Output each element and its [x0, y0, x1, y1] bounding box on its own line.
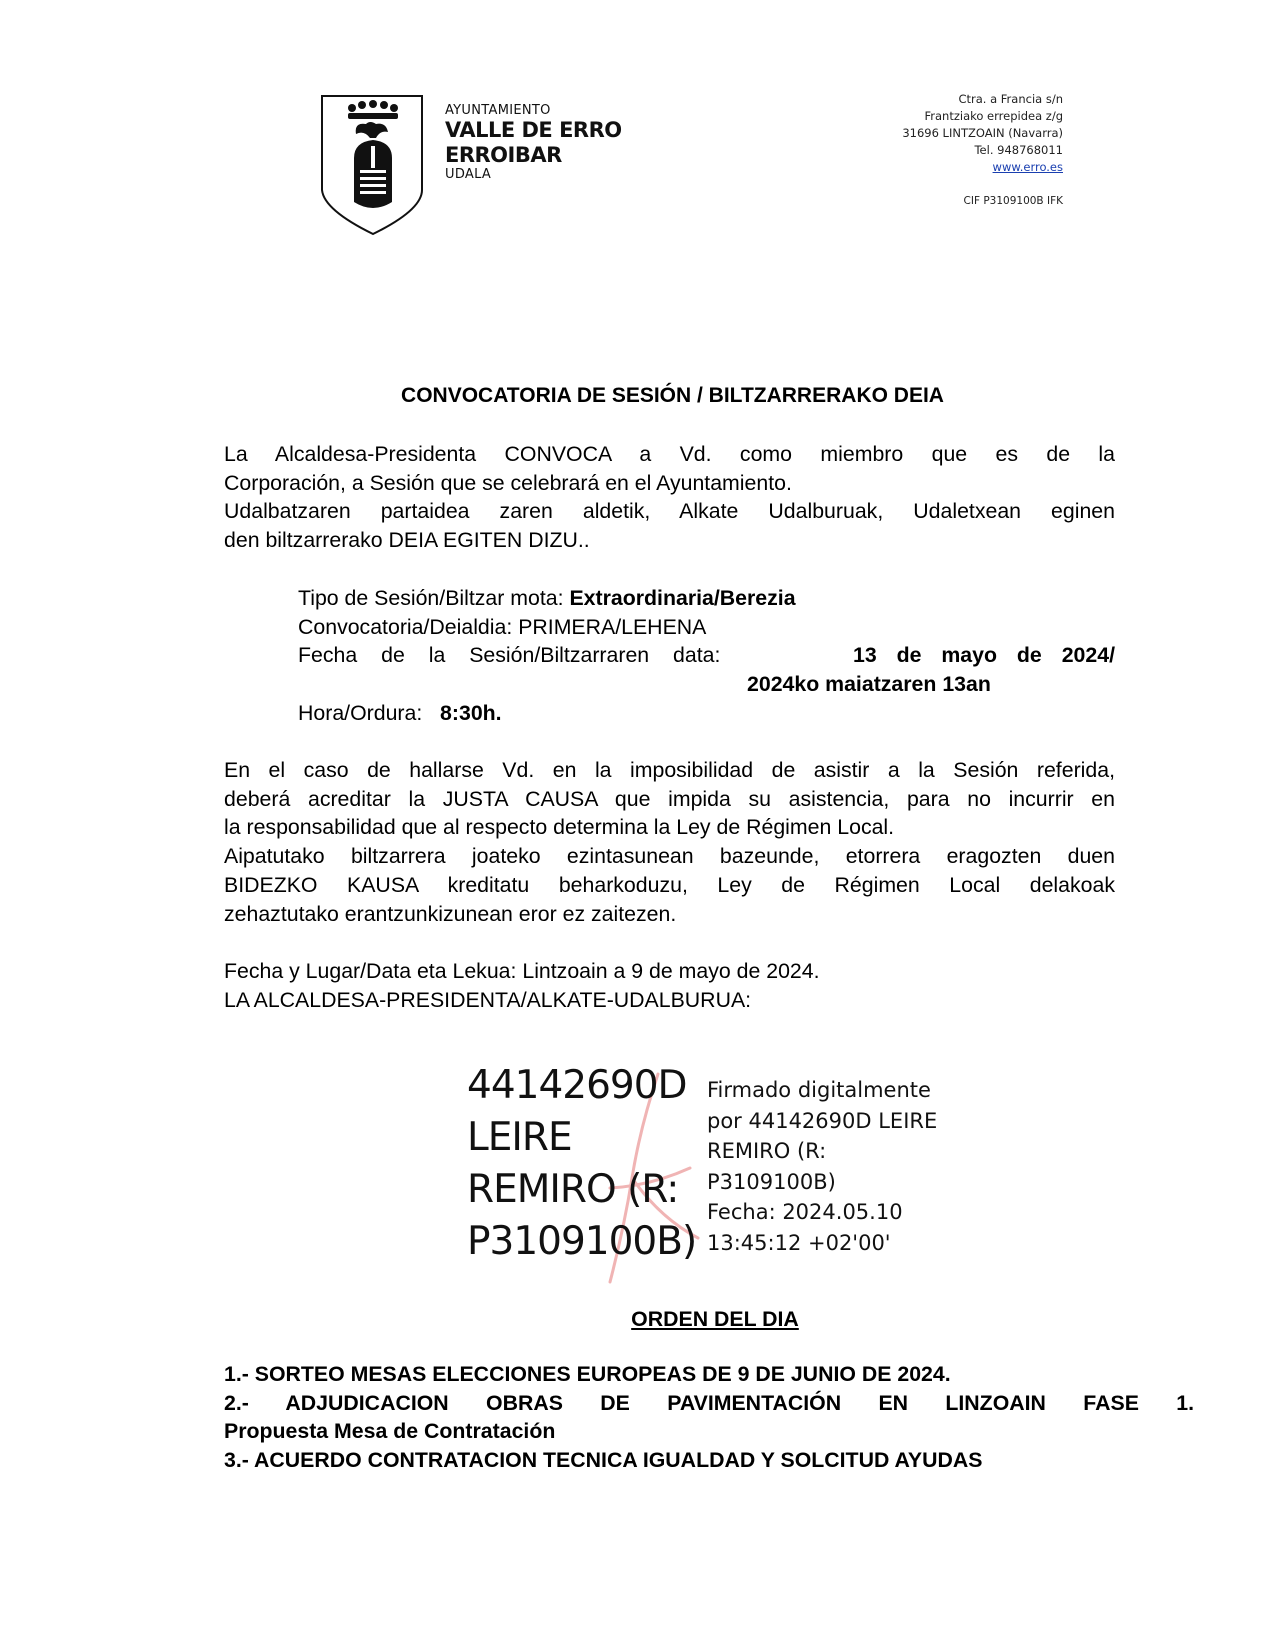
address-line-1: Ctra. a Francia s/n	[958, 92, 1063, 106]
signature-meta-line-4: P3109100B)	[707, 1169, 836, 1194]
absence-es-line-1: En el caso de hallarse Vd. en la imposibilidad de asistir a la Sesión referida,	[224, 758, 1115, 782]
session-time-label: Hora/Ordura:	[298, 700, 429, 725]
place-date: Fecha y Lugar/Data eta Lekua: Lintzoain a 9 de mayo de 2024.	[224, 959, 820, 983]
signature-meta-line-5: Fecha: 2024.05.10	[707, 1200, 903, 1224]
address-line-3: 31696 LINTZOAIN (Navarra)	[902, 126, 1063, 140]
address-line-2: Frantziako errepidea z/g	[924, 109, 1063, 123]
signature-name	[467, 1060, 696, 1268]
session-type-label: Tipo de Sesión/Biltzar mota:	[298, 586, 570, 610]
helmet-icon	[354, 140, 392, 208]
intro-es-line-2: Corporación, a Sesión que se celebrará en el Ayuntamiento.	[224, 470, 792, 495]
signature-name-line-2: LEIRE	[467, 1115, 572, 1160]
logo-line-udala: UDALA	[445, 167, 492, 182]
session-type-row	[298, 584, 1115, 613]
session-date-value-1: 13 de mayo de 2024/	[853, 643, 1115, 668]
website-link[interactable]: www.erro.es	[992, 160, 1063, 174]
logo-line-ayuntamiento: AYUNTAMIENTO	[445, 103, 551, 118]
signature-meta-line-3: REMIRO (R:	[707, 1139, 827, 1163]
agenda-list	[224, 1360, 1194, 1475]
session-call-value: PRIMERA/LEHENA	[518, 614, 707, 639]
intro-paragraph	[224, 440, 1115, 555]
closing-block	[224, 957, 1115, 1014]
logo-wordmark	[445, 104, 622, 182]
absence-es-line-3: la responsabilidad que al respecto determina la Ley de Régimen Local.	[224, 815, 895, 840]
logo-line-erroibar: ERROIBAR	[445, 143, 562, 167]
address-block	[902, 91, 1063, 210]
signature-meta-line-1: Firmado digitalmente	[707, 1078, 931, 1102]
signer-title: LA ALCALDESA-PRESIDENTA/ALKATE-UDALBURUA:	[224, 987, 752, 1012]
agenda-item-3: 3.- ACUERDO CONTRATACION TECNICA IGUALDAD Y SOLCITUD AYUDAS	[224, 1448, 983, 1473]
absence-eu-line-2: BIDEZKO KAUSA kreditatu beharkoduzu, Ley de Régimen Local delakoak	[224, 872, 1115, 897]
session-type-value: Extraordinaria/Berezia	[569, 586, 796, 610]
session-details	[298, 584, 1115, 728]
signature-metadata	[707, 1075, 937, 1258]
absence-paragraph	[224, 756, 1115, 928]
signature-name-line-3: REMIRO (R:	[467, 1167, 679, 1212]
intro-eu-line-1: Udalbatzaren partaidea zaren aldetik, Alkate Udalburuak, Udaletxean eginen	[224, 499, 1115, 524]
coat-of-arms-logo	[318, 90, 428, 238]
phone-line: Tel. 948768011	[974, 143, 1063, 157]
signature-meta-line-2: por 44142690D LEIRE	[707, 1108, 938, 1133]
session-time-value: 8:30h.	[440, 700, 502, 725]
crown-icon	[348, 100, 398, 119]
session-date-value-2: 2024ko maiatzaren 13an	[747, 672, 991, 697]
signature-name-line-1: 44142690D	[467, 1063, 687, 1108]
absence-eu-line-1: Aipatutako biltzarrera joateko ezintasunean bazeunde, etorrera eragozten duen	[224, 844, 1115, 869]
agenda-item-2-line-1: 2.- ADJUDICACION OBRAS DE PAVIMENTACIÓN EN LINZOAIN FASE 1.	[224, 1390, 1194, 1415]
signature-meta-line-6: 13:45:12 +02'00'	[707, 1230, 891, 1255]
session-date-label: Fecha de la Sesión/Biltzarraren data:	[298, 643, 721, 668]
session-call-label: Convocatoria/Deialdia:	[298, 614, 519, 639]
absence-es-line-2: deberá acreditar la JUSTA CAUSA que impida su asistencia, para no incurrir en	[224, 786, 1115, 811]
intro-eu-line-2: den biltzarrerako DEIA EGITEN DIZU..	[224, 528, 590, 553]
session-call-row	[298, 613, 1115, 642]
document-title: CONVOCATORIA DE SESIÓN / BILTZARRERAKO DEIA	[401, 384, 944, 407]
session-time-row	[298, 699, 1115, 728]
agenda-title: ORDEN DEL DIA	[631, 1307, 799, 1331]
absence-eu-line-3: zehaztutako erantzunkizunean eror ez zaitezen.	[224, 901, 677, 926]
agenda-item-1: 1.- SORTEO MESAS ELECCIONES EUROPEAS DE 9 DE JUNIO DE 2024.	[224, 1362, 951, 1386]
logo-line-valle: VALLE DE ERRO	[445, 118, 622, 142]
signature-name-line-4: P3109100B)	[467, 1219, 697, 1264]
intro-es-line-1: La Alcaldesa-Presidenta CONVOCA a Vd. como miembro que es de la	[224, 442, 1115, 466]
plume-icon	[356, 122, 388, 138]
session-date-row	[298, 641, 1115, 670]
agenda-item-2-line-2: Propuesta Mesa de Contratación	[224, 1419, 556, 1444]
cif-line: CIF P3109100B IFK	[963, 195, 1063, 207]
